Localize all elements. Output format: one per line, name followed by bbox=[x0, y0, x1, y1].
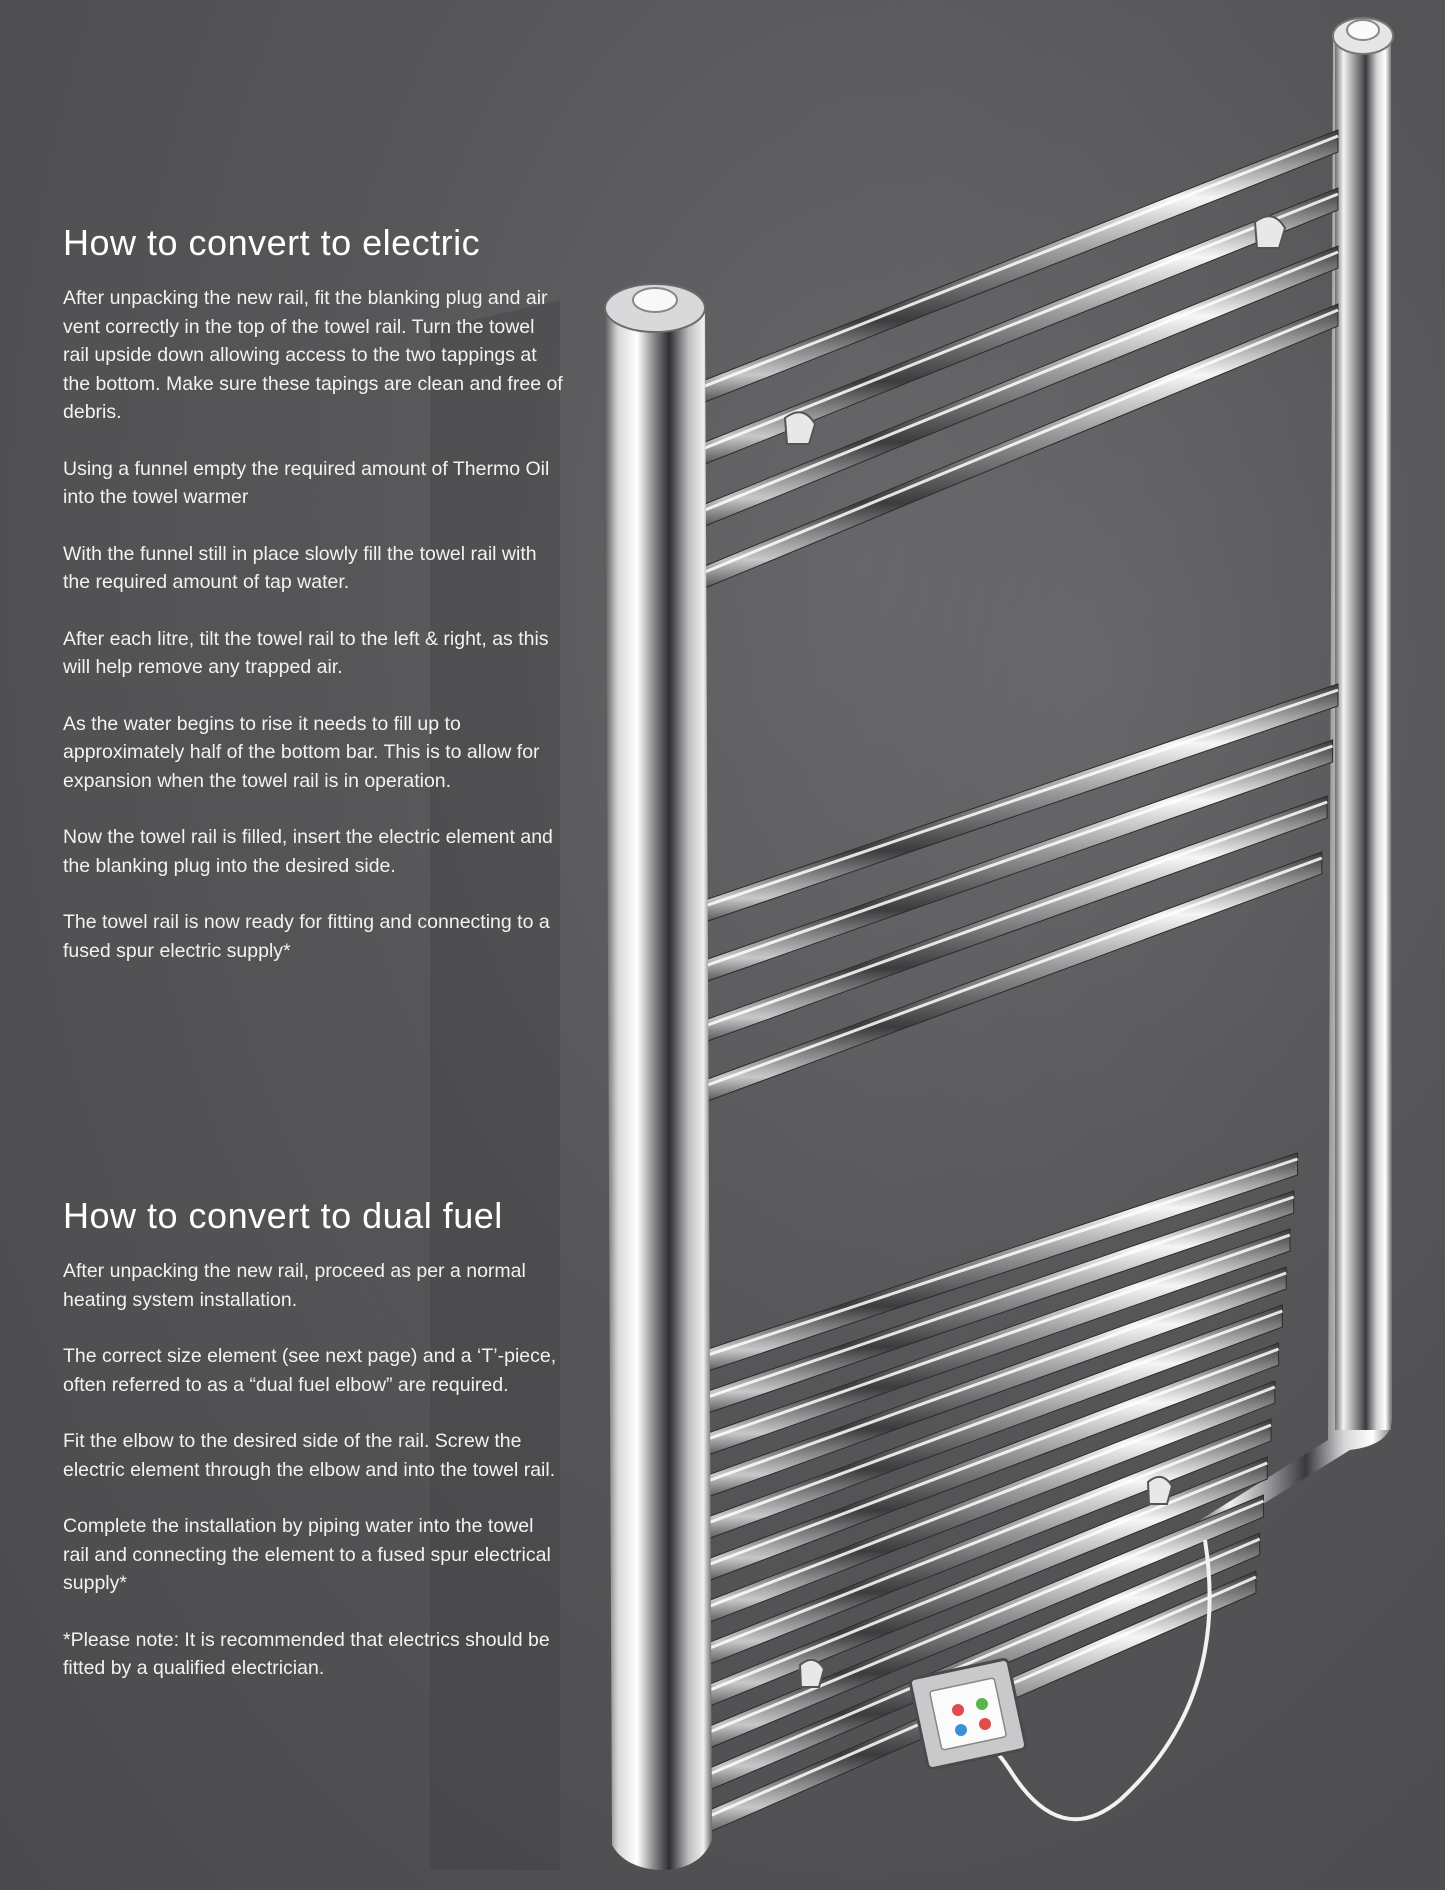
electric-step-4: After each litre, tilt the towel rail to the left & right, as this will help remove any trapped air. bbox=[63, 627, 549, 678]
electric-step-1: After unpacking the new rail, fit the blanking plug and air vent correctly in the top of the towel rail. Turn the towel rail upside down allowing access to the two tappings at the bottom. Make sure these tapings are clean and free of debris. bbox=[63, 287, 563, 423]
heading-convert-to-electric: How to convert to electric bbox=[63, 222, 481, 263]
electric-step-2: Using a funnel empty the required amount of Thermo Oil into the towel warmer bbox=[63, 457, 550, 508]
electric-step-5: As the water begins to rise it needs to fill up to approximately half of the bottom bar. This is to allow for expansion when the towel rail is in operation. bbox=[63, 712, 540, 792]
dual-footnote: *Please note: It is recommended that electrics should be fitted by a qualified electrician. bbox=[63, 1628, 550, 1679]
electric-step-7: The towel rail is now ready for fitting and connecting to a fused spur electric supply* bbox=[63, 911, 550, 962]
section-convert-to-dual-fuel bbox=[63, 1195, 563, 1711]
rail-upright-left bbox=[605, 284, 712, 1870]
control-switch-icon bbox=[910, 1659, 1027, 1770]
dual-step-2: The correct size element (see next page) and a ‘T’-piece, often referred to as a “dual fuel elbow” are required. bbox=[63, 1345, 557, 1396]
dual-step-3: Fit the elbow to the desired side of the rail. Screw the electric element through the elbow and into the towel rail. bbox=[63, 1430, 556, 1481]
electric-step-3: With the funnel still in place slowly fill the towel rail with the required amount of tap water. bbox=[63, 542, 537, 593]
heading-convert-to-dual-fuel: How to convert to dual fuel bbox=[63, 1195, 503, 1236]
electric-step-6: Now the towel rail is filled, insert the electric element and the blanking plug into the desired side. bbox=[63, 826, 553, 877]
section-convert-to-electric bbox=[63, 222, 563, 993]
dual-step-1: After unpacking the new rail, proceed as per a normal heating system installation. bbox=[63, 1260, 526, 1311]
dual-step-4: Complete the installation by piping water into the towel rail and connecting the element to a fused spur electrical supply* bbox=[63, 1515, 551, 1594]
